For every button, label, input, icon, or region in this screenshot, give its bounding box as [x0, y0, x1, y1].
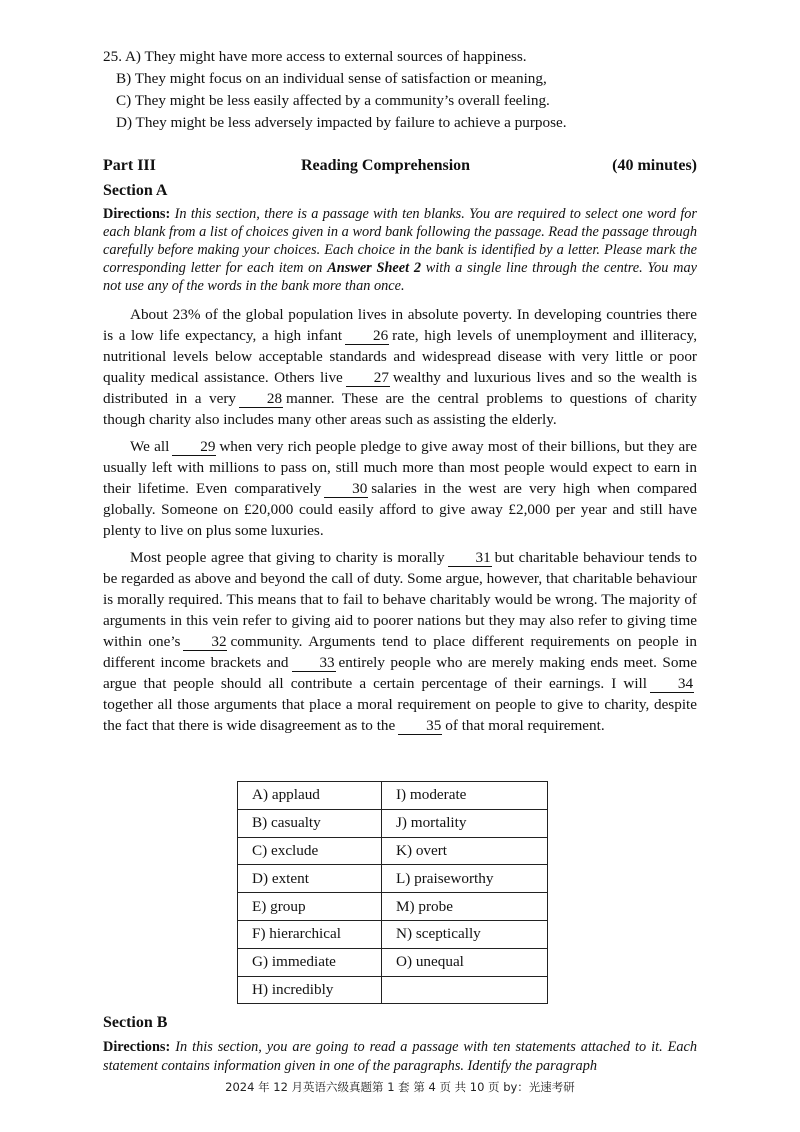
passage-text: when very rich people pledge to give away most of their billions, but they are usually left with millions to pass on, still much more than most people would expect to earn in their lifetime. Even comparatively: [103, 438, 697, 497]
word-bank-option: D) extent: [238, 865, 382, 893]
directions-label: Directions:: [103, 1039, 171, 1055]
word-bank-row: [238, 893, 548, 921]
word-bank-option: K) overt: [382, 837, 548, 865]
word-bank-row: [238, 809, 548, 837]
passage-paragraph-2: [103, 436, 697, 541]
word-bank-option: G) immediate: [238, 948, 382, 976]
reading-passage: [103, 304, 697, 742]
question-25-option-a: 25. A) They might have more access to external sources of happiness.: [103, 48, 527, 65]
part-heading: [103, 155, 697, 177]
question-25-option-d: D) They might be less adversely impacted by failure to achieve a purpose.: [116, 114, 567, 131]
word-bank-option: L) praiseworthy: [382, 865, 548, 893]
word-bank-option: E) group: [238, 893, 382, 921]
blank-35: 35: [398, 718, 442, 735]
page-footer: 2024 年 12 月英语六级真题第 1 套 第 4 页 共 10 页 by：光速考研: [225, 1080, 575, 1094]
passage-text: wealthy and luxurious lives and so the wealth is distributed in a very: [103, 369, 697, 407]
passage-text: Most people agree that giving to charity is morally: [130, 549, 445, 566]
blank-27: 27: [346, 370, 390, 387]
word-bank-row: [238, 865, 548, 893]
answer-sheet-ref: Answer Sheet 2: [327, 260, 421, 276]
section-b-heading: Section B: [103, 1014, 168, 1031]
word-bank-option: J) mortality: [382, 809, 548, 837]
part-time: (40 minutes): [612, 157, 697, 174]
word-bank-row: [238, 782, 548, 810]
blank-32: 32: [183, 634, 227, 651]
passage-text: rate, high levels of unemployment and illiteracy, nutritional levels below acceptable standards and widespread disease with very little or poor quality medical assistance. Others live: [103, 327, 697, 386]
passage-text: entirely people who are merely making ends meet. Some argue that people should all contribute a certain percentage of their earnings. I will: [103, 654, 697, 692]
blank-30: 30: [324, 481, 368, 498]
section-a-heading: Section A: [103, 182, 168, 199]
question-25-option-b: B) They might focus on an individual sense of satisfaction or meaning,: [116, 70, 547, 87]
word-bank-table: [237, 781, 548, 1004]
passage-paragraph-3: [103, 547, 697, 736]
directions-text: In this section, there is a passage with ten blanks. You are required to select one word for each blank from a list of choices given in a word bank following the passage. Read the passage through carefully before making your choices. Each choice in the bank is identified by a letter. Please mark the corresponding letter for each item on: [103, 206, 697, 276]
question-25: [103, 46, 697, 134]
passage-text: We all: [130, 438, 170, 455]
passage-text: About 23% of the global population lives in absolute poverty. In developing countries there is a low life expectancy, a high infant: [103, 306, 697, 344]
directions-text: In this section, you are going to read a passage with ten statements attached to it. Each statement contains information given in one of the paragraphs. Identify the paragraph: [103, 1039, 697, 1074]
word-bank-option: H) incredibly: [238, 976, 382, 1004]
blank-29: 29: [172, 439, 216, 456]
passage-text: community. Arguments tend to place different requirements on people in different income brackets and: [103, 633, 698, 671]
word-bank-option: M) probe: [382, 893, 548, 921]
part-title: Reading Comprehension: [301, 157, 471, 174]
passage-text: but charitable behaviour tends to be regarded as above and beyond the call of duty. Some argue, however, that charitable behaviour is morally required. This means that to fail to behave charitably would be wrong. The majority of arguments in this vein refer to giving aid to poorer nations but they may also refer to giving time within one’s: [103, 549, 697, 650]
section-a-directions: [103, 205, 697, 295]
passage-text: salaries in the west are very high when compared globally. Someone on £20,000 could easily afford to give away £2,000 per year and still have plenty to live on plus some luxuries.: [103, 480, 698, 539]
word-bank-option: O) unequal: [382, 948, 548, 976]
word-bank-option: C) exclude: [238, 837, 382, 865]
directions-text-end: with a single line through the centre. You may not use any of the words in the bank more than once.: [103, 260, 697, 294]
passage-text: manner. These are the central problems to questions of charity though charity also includes many other areas such as assisting the elderly.: [103, 390, 697, 428]
word-bank-row: [238, 976, 548, 1004]
blank-33: 33: [292, 655, 336, 672]
blank-26: 26: [345, 328, 389, 345]
word-bank-option: [382, 976, 548, 1004]
passage-paragraph-1: [103, 304, 697, 430]
question-25-option-c: C) They might be less easily affected by a community’s overall feeling.: [116, 92, 550, 109]
blank-28: 28: [239, 391, 283, 408]
word-bank-row: [238, 837, 548, 865]
word-bank-option: A) applaud: [238, 782, 382, 810]
part-label: Part III: [103, 157, 156, 174]
word-bank-option: I) moderate: [382, 782, 548, 810]
word-bank-row: [238, 920, 548, 948]
passage-text: together all those arguments that place a moral requirement on people to give to charity, despite the fact that there is wide disagreement as to the: [103, 696, 697, 734]
word-bank-row: [238, 948, 548, 976]
section-b-directions: [103, 1038, 697, 1076]
word-bank-option: F) hierarchical: [238, 920, 382, 948]
blank-34: 34: [650, 676, 694, 693]
passage-text: of that moral requirement.: [445, 717, 605, 734]
word-bank-body: [238, 782, 548, 1004]
directions-label: Directions:: [103, 206, 171, 222]
blank-31: 31: [448, 550, 492, 567]
word-bank-option: N) sceptically: [382, 920, 548, 948]
word-bank-option: B) casualty: [238, 809, 382, 837]
